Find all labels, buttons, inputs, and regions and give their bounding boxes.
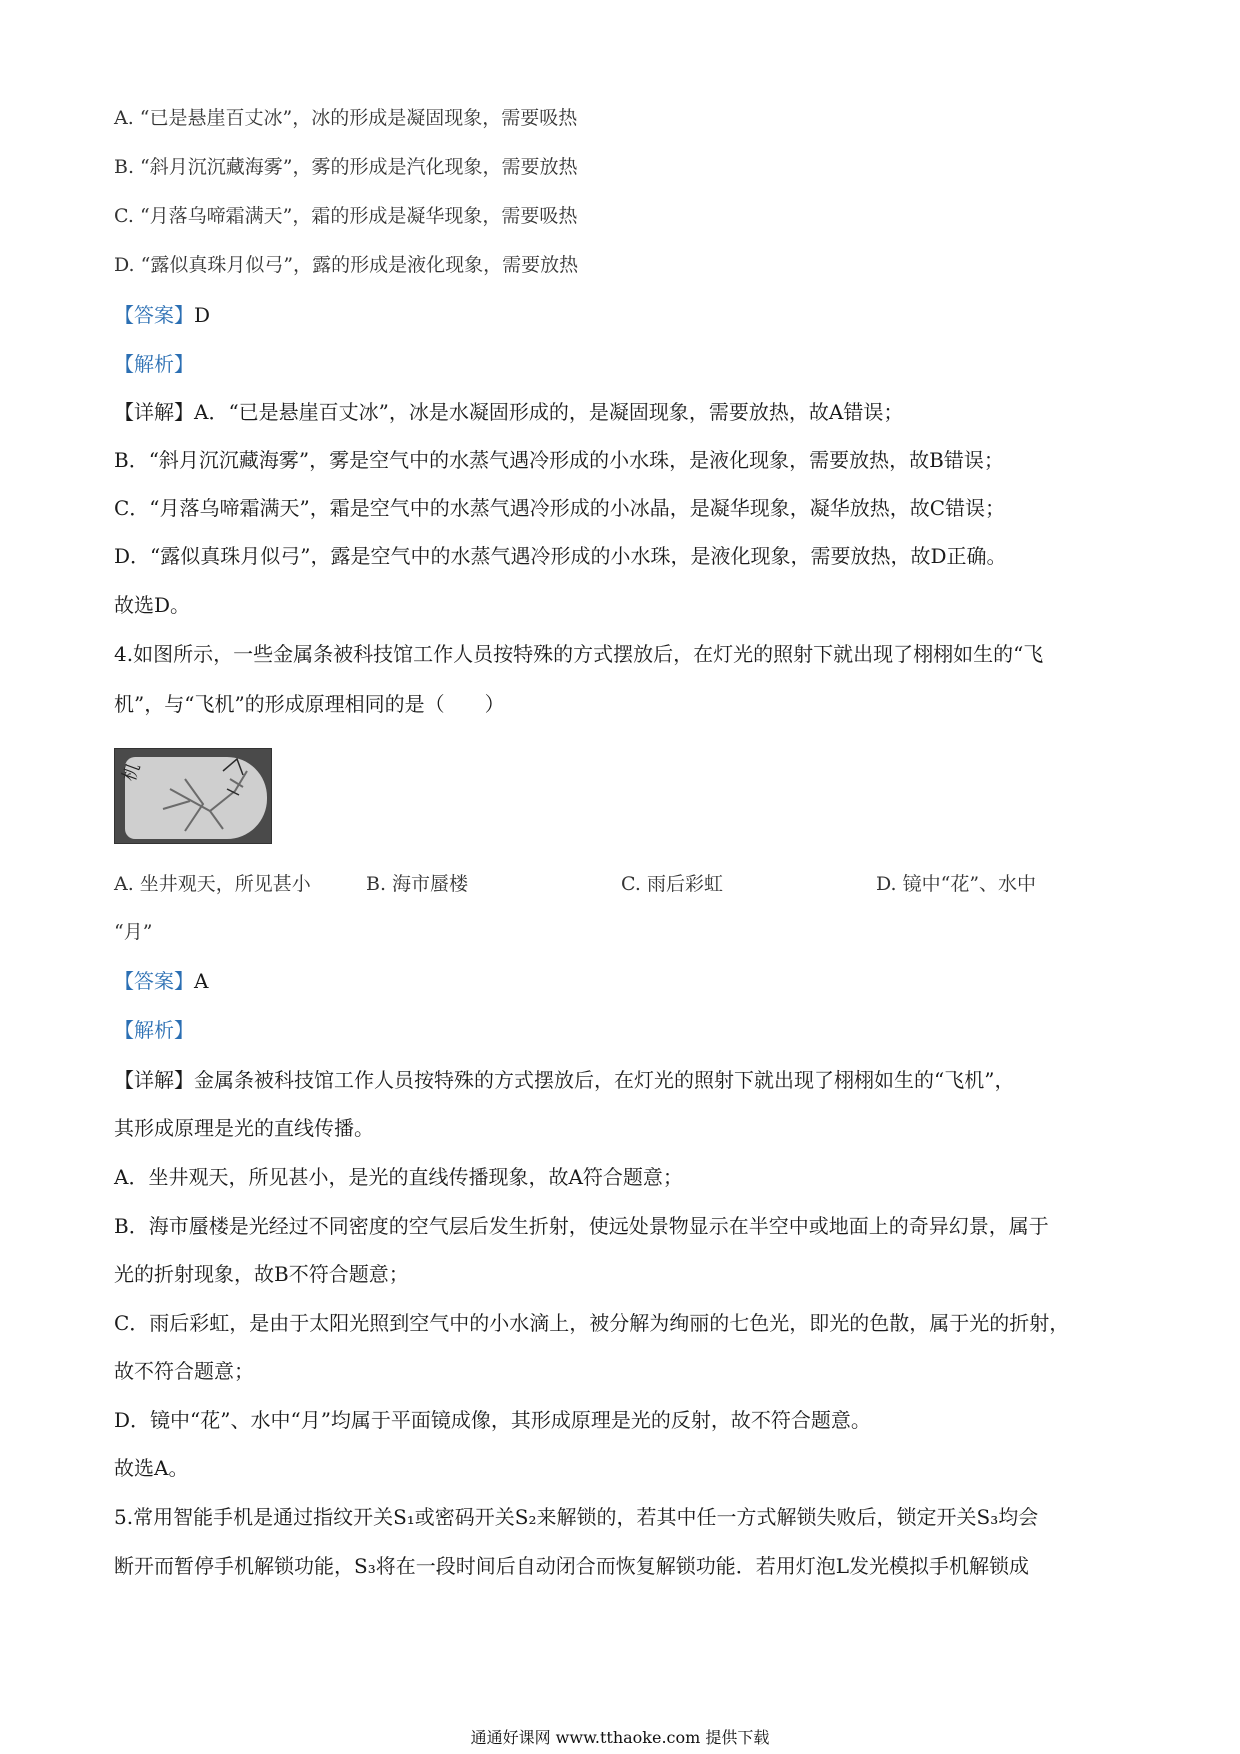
q3-detail-d: D．“露似真珠月似弓”，露是空气中的水蒸气遇冷形成的小水珠，是液化现象，需要放热，故D正确。	[114, 544, 1007, 568]
q3-option-d: D. “露似真珠月似弓”，露的形成是液化现象，需要放热	[114, 254, 579, 276]
q3-analysis-tag: 【解析】	[114, 352, 194, 376]
q4-option-d: D. 镜中“花”、水中	[876, 873, 1037, 895]
q4-detail-line-7: 故不符合题意；	[114, 1359, 254, 1383]
q3-option-b: B. “斜月沉沉藏海雾”，雾的形成是汽化现象，需要放热	[114, 156, 578, 178]
q3-detail-a	[114, 398, 903, 426]
q4-option-a: A. 坐井观天，所见甚小	[114, 873, 311, 895]
q3-answer	[114, 301, 210, 329]
detail-tag: 【详解】	[114, 400, 194, 424]
q4-conclusion: 故选A。	[114, 1456, 189, 1480]
q3-detail-b: B．“斜月沉沉藏海雾”，雾是空气中的水蒸气遇冷形成的小水珠，是液化现象，需要放热，故B错误；	[114, 448, 1004, 472]
airplane-icon	[115, 749, 272, 844]
q4-detail-line-6: C．雨后彩虹，是由于太阳光照到空气中的小水滴上，被分解为绚丽的七色光，即光的色散，属于光的折射，	[114, 1311, 1070, 1335]
q3-option-c: C. “月落乌啼霜满天”，霜的形成是凝华现象，需要吸热	[114, 205, 578, 227]
q4-detail-line-5: 光的折射现象，故B不符合题意；	[114, 1262, 409, 1286]
q4-option-b: B. 海市蜃楼	[366, 873, 469, 895]
svg-text:机: 机	[118, 760, 145, 785]
detail-text: A．“已是悬崖百丈冰”，冰是水凝固形成的，是凝固现象，需要放热，故A错误；	[194, 400, 904, 424]
q3-option-a: A. “已是悬崖百丈冰”，冰的形成是凝固现象，需要吸热	[114, 107, 578, 129]
answer-value: D	[194, 303, 211, 327]
q4-detail-line-8: D．镜中“花”、水中“月”均属于平面镜成像，其形成原理是光的反射，故不符合题意。	[114, 1408, 871, 1432]
answer-tag: 【答案】	[114, 303, 194, 327]
answer-tag: 【答案】	[114, 969, 194, 993]
q4-detail-line-3: A．坐井观天，所见甚小，是光的直线传播现象，故A符合题意；	[114, 1165, 683, 1189]
q4-answer	[114, 967, 208, 995]
q4-option-c: C. 雨后彩虹	[621, 873, 723, 895]
q4-stem-line-1: 4.如图所示，一些金属条被科技馆工作人员按特殊的方式摆放后，在灯光的照射下就出现了栩栩如生的“飞	[114, 642, 1044, 666]
q3-detail-c: C．“月落乌啼霜满天”，霜是空气中的水蒸气遇冷形成的小冰晶，是凝华现象，凝华放热，故C错误；	[114, 496, 1006, 520]
q5-stem-line-2: 断开而暂停手机解锁功能，S₃将在一段时间后自动闭合而恢复解锁功能．若用灯泡L发光模拟手机解锁成	[114, 1554, 1029, 1578]
q3-conclusion: 故选D。	[114, 593, 191, 617]
q4-analysis-tag: 【解析】	[114, 1018, 194, 1042]
detail-text: 金属条被科技馆工作人员按特殊的方式摆放后，在灯光的照射下就出现了栩栩如生的“飞机”，	[194, 1068, 1015, 1092]
q4-option-d-continued: “月”	[114, 921, 153, 943]
q4-detail-line-1	[114, 1066, 1014, 1094]
q4-detail-line-2: 其形成原理是光的直线传播。	[114, 1116, 374, 1140]
answer-value: A	[194, 969, 209, 993]
q5-stem-line-1: 5.常用智能手机是通过指纹开关S₁或密码开关S₂来解锁的，若其中任一方式解锁失败后，锁定开关S₃均会	[114, 1505, 1039, 1529]
detail-tag: 【详解】	[114, 1068, 194, 1092]
page-footer: 通通好课网 www.tthaoke.com 提供下载	[470, 1728, 770, 1747]
q4-stem-line-2: 机”，与“飞机”的形成原理相同的是（ ）	[114, 692, 505, 716]
q4-detail-line-4: B．海市蜃楼是光经过不同密度的空气层后发生折射，使远处景物显示在半空中或地面上的奇异幻景，属于	[114, 1214, 1049, 1238]
airplane-shadow-photo	[114, 748, 272, 844]
